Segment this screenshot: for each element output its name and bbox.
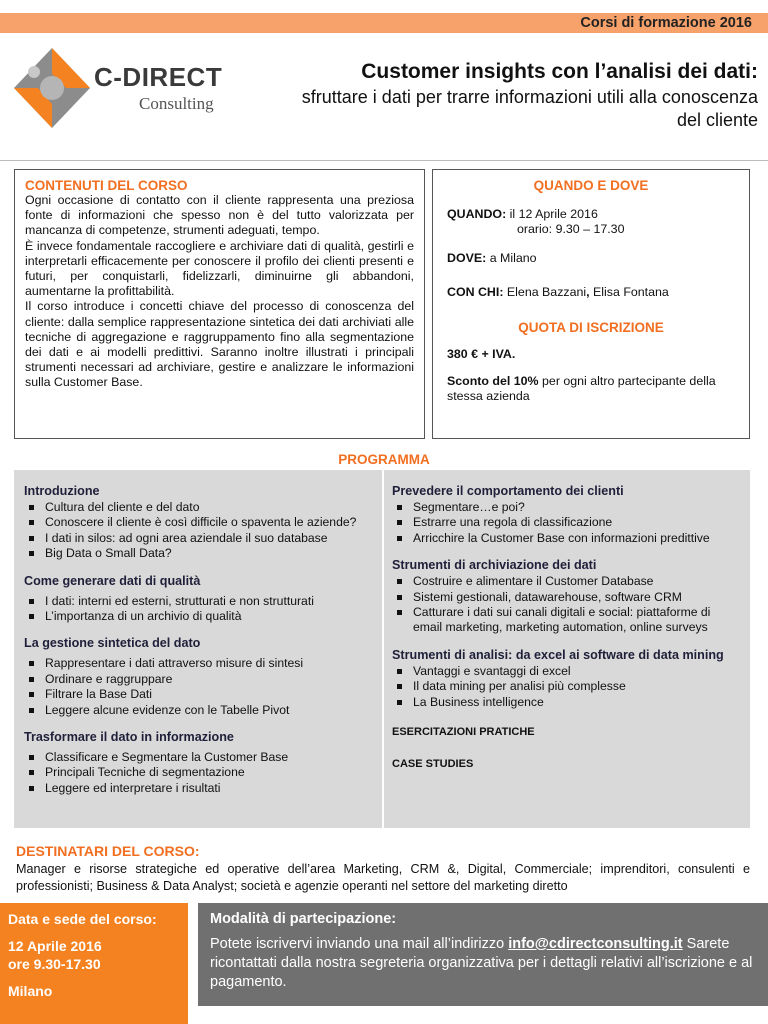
- puzzle-logo-icon: [4, 44, 104, 134]
- company-logo: [4, 44, 234, 134]
- where-line: [447, 251, 735, 266]
- program-heading: PROGRAMMA: [338, 452, 430, 467]
- course-date-panel: [0, 903, 188, 1024]
- top-banner: [0, 13, 768, 33]
- group-title: Trasformare il dato in informazione: [24, 730, 234, 745]
- list-item: Vantaggi e svantaggi di excel: [392, 664, 742, 679]
- course-time: ore 9.30-17.30: [8, 956, 101, 972]
- email-link[interactable]: info@cdirectconsulting.it: [508, 936, 683, 952]
- discount-line: [447, 374, 735, 404]
- program-column-divider: [382, 470, 384, 828]
- course-city: Milano: [8, 983, 53, 999]
- when-value: il 12 Aprile 2016: [509, 207, 598, 221]
- group-title: La gestione sintetica del dato: [24, 636, 201, 651]
- list-item: L’importanza di un archivio di qualità: [24, 609, 384, 624]
- group-title: Strumenti di analisi: da excel ai software di data mining: [392, 647, 724, 662]
- list-item: I dati in silos: ad ogni area aziendale il suo database: [24, 531, 384, 546]
- discount-bold: Sconto del 10%: [447, 374, 539, 388]
- program-group: [392, 484, 742, 546]
- group-title: Prevedere il comportamento dei clienti: [392, 484, 624, 498]
- case-studies-label: CASE STUDIES: [392, 758, 474, 771]
- where-label: DOVE:: [447, 251, 487, 265]
- with-line: [447, 285, 735, 300]
- date-block: [8, 937, 102, 973]
- where-value: a Milano: [489, 251, 537, 265]
- with-value-2: Elisa Fontana: [593, 285, 669, 299]
- group-title: Come generare dati di qualità: [24, 573, 201, 588]
- with-comma: ,: [586, 285, 590, 299]
- audience-section: [16, 843, 750, 895]
- list-item: Ordinare e raggruppare: [24, 672, 384, 687]
- time-value: orario: 9.30 – 17.30: [517, 222, 625, 236]
- program-left-column: [24, 484, 384, 808]
- with-label: CON CHI:: [447, 285, 504, 299]
- when-label: QUANDO:: [447, 207, 507, 221]
- participation-heading: Modalità di partecipazione:: [210, 911, 397, 927]
- program-group: [392, 558, 742, 636]
- participation-text-1: Potete iscrivervi inviando una mail all’indirizzo: [210, 936, 505, 952]
- list-item: Classificare e Segmentare la Customer Base: [24, 750, 384, 765]
- program-group: [24, 636, 384, 718]
- list-item: Il data mining per analisi più complesse: [392, 679, 742, 694]
- program-group: [392, 648, 742, 710]
- list-item: Costruire e alimentare il Customer Database: [392, 574, 742, 589]
- exercises-label: ESERCITAZIONI PRATICHE: [392, 726, 535, 739]
- list-item: Cultura del cliente e del dato: [24, 500, 384, 515]
- list-item: Rappresentare i dati attraverso misure di sintesi: [24, 656, 384, 671]
- list-item: Conoscere il cliente è così difficile o spaventa le aziende?: [24, 515, 384, 530]
- list-item: I dati: interni ed esterni, strutturati e non strutturati: [24, 594, 384, 609]
- audience-text: Manager e risorse strategiche ed operative dell’area Marketing, CRM &, Digital, Commerciale; imprenditori, consulenti e professionisti; Business & Data Analyst; società e agenzie operanti nel settore del marketing diretto: [16, 862, 750, 893]
- discount-text: per ogni altro partecipante della stessa azienda: [447, 374, 716, 403]
- logo-subtitle: Consulting: [139, 94, 214, 113]
- program-group: [24, 574, 384, 625]
- list-item: Estrarre una regola di classificazione: [392, 515, 742, 530]
- list-item: Segmentare…e poi?: [392, 500, 742, 515]
- program-group: [24, 730, 384, 796]
- contents-heading: CONTENUTI DEL CORSO: [25, 178, 188, 193]
- when-line: [447, 207, 735, 222]
- list-item: La Business intelligence: [392, 695, 742, 710]
- group-title: Introduzione: [24, 484, 100, 498]
- list-item: Arricchire la Customer Base con informazioni predittive: [392, 531, 742, 546]
- contents-paragraph-1: Ogni occasione di contatto con il cliente rappresenta una preziosa fonte di informazioni che spesso non è del tutto valorizzata per mancanza di competenze, strumenti adeguati, tempo.: [25, 193, 414, 238]
- page-title: Customer insights con l’analisi dei dati:: [361, 60, 758, 83]
- with-value: Elena Bazzani: [506, 285, 587, 299]
- course-contents-box: [14, 169, 425, 439]
- when-where-box: [432, 169, 750, 439]
- list-item: Principali Tecniche di segmentazione: [24, 765, 384, 780]
- participation-text: [210, 935, 762, 992]
- list-item: Big Data o Small Data?: [24, 546, 384, 561]
- program-right-column: [392, 484, 742, 770]
- program-group: [24, 484, 384, 562]
- list-item: Catturare i dati sui canali digitali e social: piattaforme di email marketing, marketing automation, online surveys: [392, 605, 742, 636]
- list-item: Leggere alcune evidenze con le Tabelle Pivot: [24, 703, 384, 718]
- audience-heading: DESTINATARI DEL CORSO:: [16, 843, 200, 859]
- list-item: Leggere ed interpretare i risultati: [24, 781, 384, 796]
- course-year-label: Corsi di formazione 2016: [580, 15, 752, 31]
- group-title: Strumenti di archiviazione dei dati: [392, 558, 597, 573]
- date-heading: Data e sede del corso:: [8, 911, 157, 927]
- logo-name: C-DIRECT: [94, 62, 223, 92]
- page-subtitle: sfruttare i dati per trarre informazioni utili alla conoscenza del cliente: [301, 87, 758, 130]
- when-where-heading: QUANDO E DOVE: [533, 178, 649, 193]
- contents-paragraph-2: È invece fondamentale raccogliere e archiviare dati di qualità, gestirli e interpretarli efficacemente per conoscere il profilo dei clienti presenti e futuri, per conquistarli, fidelizzarli, diminuirne gli abbandoni, aumentarne la profittabilità.: [25, 238, 414, 299]
- quota-heading: QUOTA DI ISCRIZIONE: [518, 320, 664, 335]
- contents-paragraph-3: Il corso introduce i concetti chiave del processo di conoscenza del cliente: dalla semplice rappresentazione sintetica dei dati archiviati alle tecniche di aggregazione e raggruppamento fino alla segmentazione dei dati e ai modelli predittivi. Saranno inoltre illustrati i principali strumenti necessari ad archiviare, gestire e analizzare le informazioni sulla Customer Base.: [25, 299, 414, 390]
- list-item: Filtrare la Base Dati: [24, 687, 384, 702]
- price-value: 380 € + IVA.: [447, 347, 516, 361]
- list-item: Sistemi gestionali, datawarehouse, software CRM: [392, 590, 742, 605]
- participation-panel: [198, 903, 768, 1006]
- course-date: 12 Aprile 2016: [8, 938, 102, 954]
- participation-text-2: Sarete ricontattati dalla nostra segreteria organizzativa per i dettagli relativi all’iscrizione e al pagamento.: [210, 936, 753, 990]
- header-divider: [0, 160, 768, 161]
